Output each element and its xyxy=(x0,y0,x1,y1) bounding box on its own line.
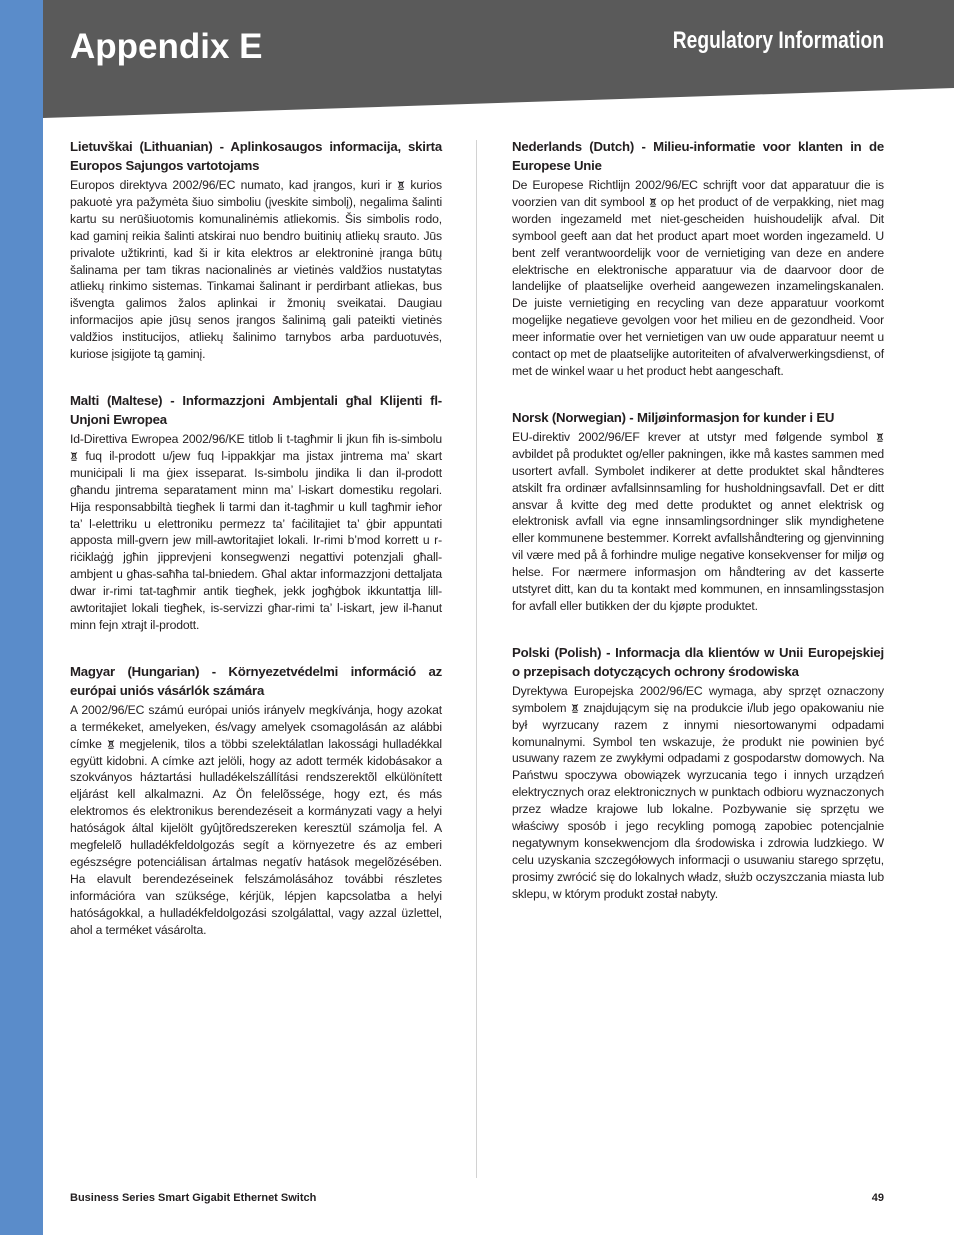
section-body xyxy=(70,702,442,939)
section-maltese xyxy=(70,391,442,634)
column-divider xyxy=(476,140,477,1178)
body-text-after-symbol: op het product of de verpakking, niet mag worden ingezameld met niet-gescheiden huishoudelijk afval. Dit symbool geeft aan dat het product apart moet worden ingezameld. U bent zelf verantwoordelijk voor de vernietiging van deze en andere elektrische en elektronische apparatuur via de daarvoor door de landelijke of plaatselijke overheid aangewezen inzamelingskanalen. De juiste vernietiging en recycling van deze apparatuur voorkomt mogelijke negatieve gevolgen voor het milieu en de gezondheid. Voor meer informatie over het vernietigen van uw oude apparatuur neemt u contact op met de plaatselijke autoriteiten of afvalverwerkingsdienst, of met de winkel waar u het product hebt aangeschaft. xyxy=(512,194,884,378)
body-text-after-symbol: fuq il-prodott u/jew fuq l-ippakkjar ma jistax jintrema ma’ skart muniċipali li ma ġiex isseparat. Is-simbolu jindika li dan il-prodott għandu jintrema separatament minn ma’ l-iskart domestiku regolari. Hija responsabbiltà tiegħek li tarmi dan it-tagħmir u kull tagħmir ieħor ta’ l-elettriku u elettroniku permezz ta’ faċilitajiet ta’ ġbir appuntati apposta mill-gvern jew mill-awtoritajiet lokali. Ir-rimi b’mod korrett u r-riċiklaġġ jgħin jipprevjeni konsegwenzi negattivi potenzjali għall-ambjent u għas-saħħa tal-bniedem. Għal aktar informazzjoni dettaljata dwar ir-rimi tat-tagħmir antik tiegħek, jekk jogħġbok ikkuntattja lill-awtoritajiet lokali tiegħek, is-servizzi għar-rimi ta’ l-iskart, jew il-ħanut minn fejn xtrajt il-prodott. xyxy=(70,448,442,632)
section-body xyxy=(70,431,442,634)
side-accent-stripe xyxy=(0,0,43,1235)
footer-page-number: 49 xyxy=(871,1192,884,1204)
weee-bin-icon xyxy=(571,703,579,713)
weee-bin-icon xyxy=(70,451,78,461)
section-body xyxy=(512,683,884,903)
weee-bin-icon xyxy=(649,197,657,207)
section-body xyxy=(70,177,442,363)
body-text-after-symbol: znajdującym się na produkcie i/lub jego opakowaniu nie był wyrzucany razem z innymi niesortowanymi odpadami komunalnymi. Symbol ten wskazuje, że produkt nie powinien być usuwany razem ze zwykłymi odpadami z gospodarstw domowych. Na Państwu spoczywa obowiązek wyrzucania tego i innych urządzeń elektrycznych oraz elektronicznych w punktach odbioru wyznaczonych przez władze krajowe lub lokalne. Pozbywanie się sprzętu we właściwy sposób i jego recykling pomogą zapobiec potencjalnie negatywnym konsekwencjom dla środowiska i zdrowia ludzkiego. W celu uzyskania szczegółowych informacji o usuwaniu starego sprzętu, prosimy zwrócić się do lokalnych władz, służb oczyszczania miasta lub sklepu, w którym produkt został nabyty. xyxy=(512,700,884,901)
weee-bin-icon xyxy=(397,180,405,190)
body-text-before-symbol: Dyrektywa Europejska 2002/96/EC wymaga, aby sprzęt oznaczony symbolem xyxy=(512,683,884,715)
section-title: Regulatory Information xyxy=(672,27,884,54)
body-text-before-symbol: EU-direktiv 2002/96/EF krever at utstyr med følgende symbol xyxy=(512,429,868,444)
section-body xyxy=(512,177,884,380)
section-heading: Lietuvškai (Lithuanian) - Aplinkosaugos informacija, skirta Europos Sajungos vartotojams xyxy=(70,139,442,173)
section-heading: Magyar (Hungarian) - Környezetvédelmi információ az európai uniós vásárlók számára xyxy=(70,663,442,698)
section-heading: Polski (Polish) - Informacja dla klientów w Unii Europejskiej o przepisach dotyczących ochrony środowiska xyxy=(512,644,884,679)
section-dutch xyxy=(512,137,884,380)
section-heading: Malti (Maltese) - Informazzjoni Ambjentali għal Klijenti fl-Unjoni Ewropea xyxy=(70,392,442,427)
left-column xyxy=(70,137,442,967)
body-text-before-symbol: Europos direktyva 2002/96/EC numato, kad įrangos, kuri ir xyxy=(70,178,392,192)
weee-bin-icon xyxy=(107,739,115,749)
footer-product-name: Business Series Smart Gigabit Ethernet Switch xyxy=(70,1192,317,1204)
body-text-after-symbol: avbildet på produktet og/eller pakningen, ikke må kastes sammen med usortert avfall. Symbolet indikerer at dette produktet skal håndteres atskilt fra ordinær avfallsinnsamling for husholdningsavfall. Det er ditt ansvar å kvitte deg med dette produktet og annet elektrisk og elektronisk avfall via egne innsamlingsordninger slik myndighetene eller kommunene bestemmer. Korrekt avfallshåndtering og gjenvinning vil være med på å forhindre mulige negative konsekvenser for miljø og helse. For nærmere informasjon om håndtering av det kasserte utstyret ditt, kan du ta kontakt med kommunen, en innsamlingsstasjon for avfall eller butikken der du kjøpte produktet. xyxy=(512,446,884,613)
body-text-after-symbol: kurios pakuotė yra pažymėta šiuo simboliu (įveskite simbolį), negalima šalinti kartu su nerūšiuotomis komunalinėmis atliekomis. Šis simbolis rodo, kad gaminį reikia šalinti atskirai nuo bendro buitinių atliekų srauto. Jūs privalote užtikrinti, kad ši ir kita elektros ar elektroninė įranga būtų šalinama per tam tikras nacionalinės ar vietinės valdžios nustatytas atliekų rinkimo sistemas. Tinkamai šalinant ir perdirbant atliekas, bus išvengta galimos žalos aplinkai ir žmonių sveikatai. Daugiau informacijos apie jūsų senos įrangos šalinimą gali pateikti vietinės valdžios institucijos, atliekų šalinimo tarnybos arba parduotuvės, kuriose įsigijote tą gaminį. xyxy=(70,178,442,362)
body-text-before-symbol: A 2002/96/EC számú európai uniós irányelv megkívánja, hogy azokat a termékeket, amelyeken, és/vagy amelyek csomagolásán az alábbi címke xyxy=(70,702,442,751)
body-text-before-symbol: Id-Direttiva Ewropea 2002/96/KE titlob li t-tagħmir li jkun fih is-simbolu xyxy=(70,431,442,446)
section-heading: Nederlands (Dutch) - Milieu-informatie voor klanten in de Europese Unie xyxy=(512,139,884,173)
appendix-title: Appendix E xyxy=(70,27,263,66)
weee-bin-icon xyxy=(876,432,884,442)
body-text-before-symbol: De Europese Richtlijn 2002/96/EC schrijft voor dat apparatuur die is voorzien van dit symbool xyxy=(512,178,884,209)
body-text-after-symbol: megjelenik, tilos a többi szelektálatlan lakossági hulladékkal együtt kidobni. A címke azt jelöli, hogy az adott termék kidobásakor a szokványos háztartási hulladékelszállítási rendszerektõl elkülönített eljárást kell alkalmazni. Az Ön felelõssége, hogy ezt, és más elektromos és elektronikus berendezéseit a kormányzati vagy a helyi hatóságok által kijelölt gyûjtõredszereken keresztül számolja fel. A megfelelõ hulladékfeldolgozás segít a környezetre és az emberi egészségre potenciálisan ártalmas negatív hatások megelõzésében. Ha elavult berendezéseinek felszámolásához további részletes információra van szüksége, kérjük, lépjen kapcsolatba a helyi hatóságokkal, a hulladékfeldolgozási szolgálattal, vagy azzal üzlettel, ahol a terméket vásárolta. xyxy=(70,736,442,937)
section-lithuanian xyxy=(70,137,442,363)
section-body xyxy=(512,429,884,615)
right-column xyxy=(512,137,884,931)
section-hungarian xyxy=(70,662,442,939)
section-norwegian xyxy=(512,408,884,615)
section-polish xyxy=(512,643,884,903)
section-heading: Norsk (Norwegian) - Miljøinformasjon for kunder i EU xyxy=(512,409,835,425)
